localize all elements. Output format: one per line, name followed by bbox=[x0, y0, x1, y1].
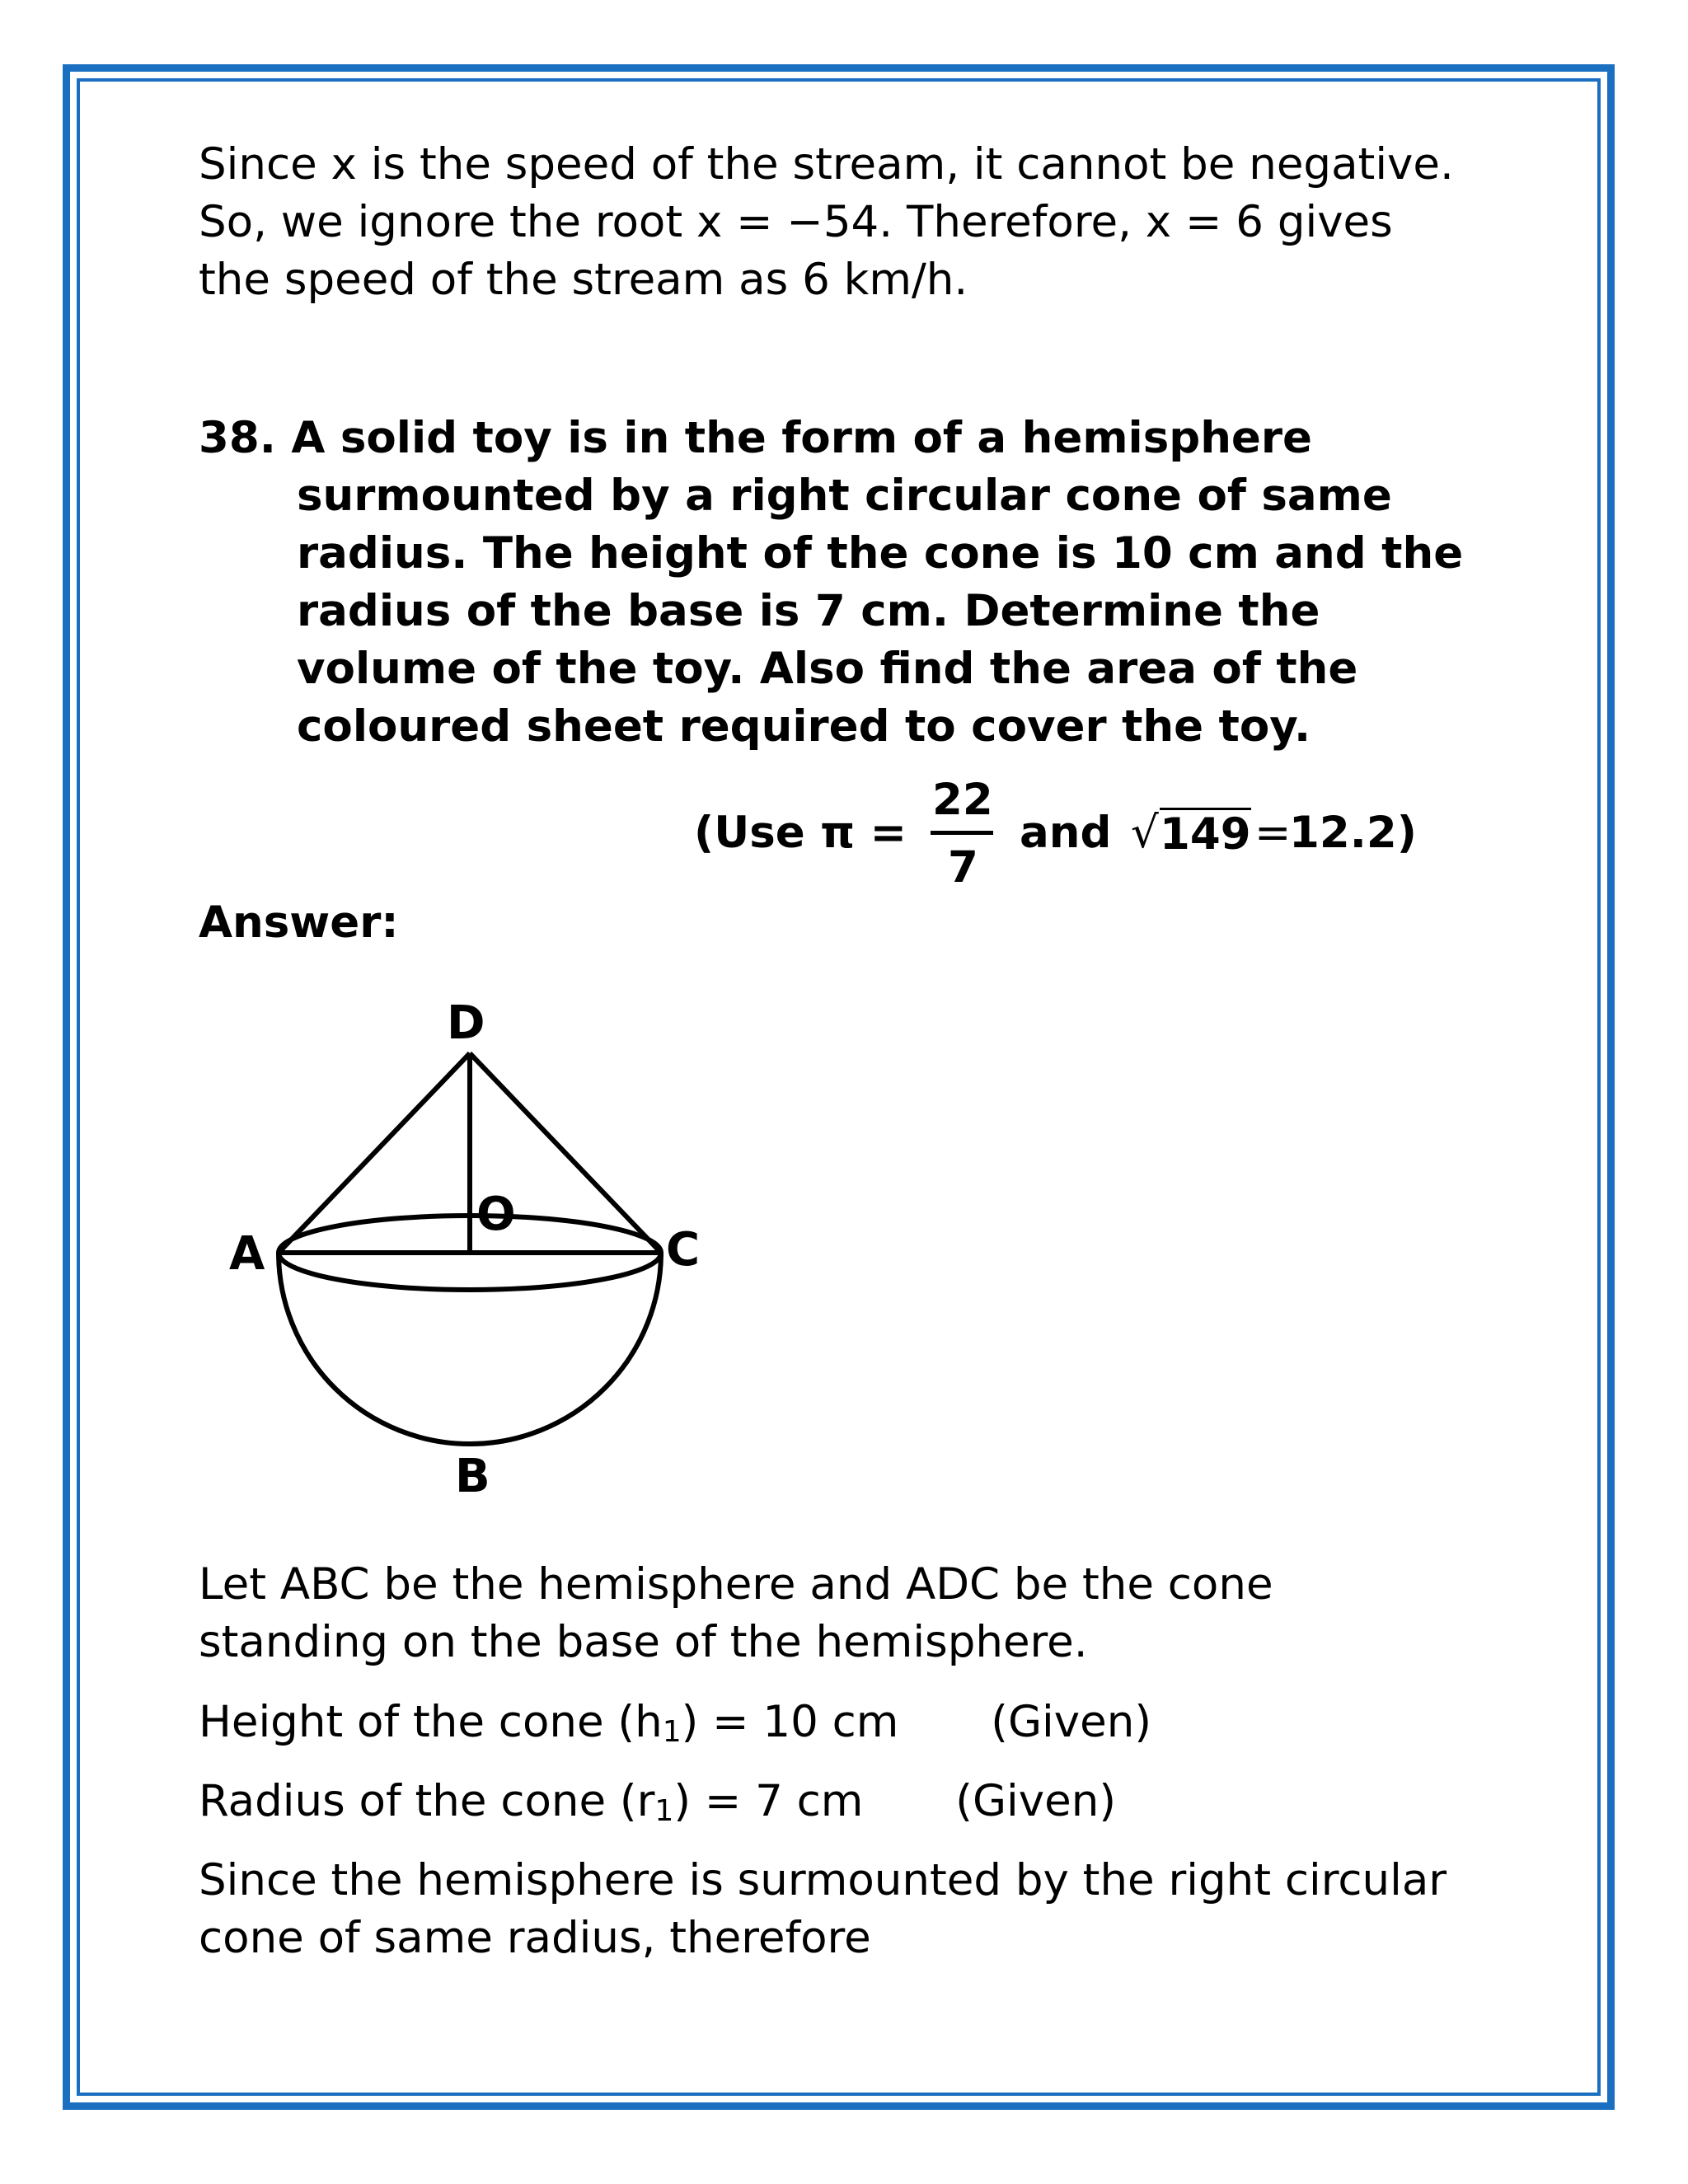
question-38 bbox=[199, 410, 1463, 756]
question-line-5: volume of the toy. Also find the area of the bbox=[297, 644, 1358, 694]
height-subscript: 1 bbox=[662, 1715, 682, 1749]
label-b: B bbox=[455, 1450, 490, 1503]
hemisphere-cone-diagram bbox=[214, 985, 742, 1512]
hint-and: and bbox=[1020, 808, 1112, 858]
question-line-2: surmounted by a right circular cone of same bbox=[297, 471, 1392, 521]
question-line-1: A solid toy is in the form of a hemisphere bbox=[291, 413, 1312, 463]
intro-line-1: Since x is the speed of the stream, it cannot be negative. bbox=[199, 139, 1454, 190]
hint-prefix: (Use π = bbox=[694, 808, 907, 858]
solution-line-2: standing on the base of the hemisphere. bbox=[199, 1617, 1088, 1667]
intro-line-2: So, we ignore the root x = −54. Therefore, x = 6 gives bbox=[199, 197, 1393, 247]
answer-label: Answer: bbox=[199, 898, 399, 948]
hint-equals: = bbox=[1254, 808, 1292, 858]
label-c: C bbox=[666, 1223, 701, 1277]
intro-line-3: the speed of the stream as 6 km/h. bbox=[199, 255, 968, 305]
height-value: ) = 10 cm bbox=[681, 1697, 899, 1747]
radius-line bbox=[199, 1773, 1116, 1840]
solution-line-6: cone of same radius, therefore bbox=[199, 1913, 871, 1963]
height-text: Height of the cone (h bbox=[199, 1697, 663, 1747]
radius-text: Radius of the cone (r bbox=[199, 1776, 655, 1826]
sqrt-icon: √ bbox=[1131, 808, 1159, 858]
question-number: 38. bbox=[199, 413, 276, 463]
height-given: (Given) bbox=[991, 1697, 1152, 1747]
fraction-bar bbox=[931, 831, 993, 835]
question-line-3: radius. The height of the cone is 10 cm and the bbox=[297, 528, 1464, 579]
question-line-6: coloured sheet required to cover the toy. bbox=[297, 701, 1311, 752]
radius-subscript: 1 bbox=[654, 1794, 674, 1828]
label-d: D bbox=[447, 996, 485, 1050]
height-line bbox=[199, 1694, 1151, 1761]
hint-radicand: 149 bbox=[1160, 809, 1251, 860]
solution-line-1: Let ABC be the hemisphere and ADC be the cone bbox=[199, 1559, 1273, 1610]
label-o: O bbox=[476, 1188, 516, 1241]
hint-numerator: 22 bbox=[932, 775, 993, 825]
radius-given: (Given) bbox=[955, 1776, 1117, 1826]
label-a: A bbox=[229, 1227, 265, 1281]
hint-denominator: 7 bbox=[948, 842, 978, 893]
solution-line-5: Since the hemisphere is surmounted by the right circular bbox=[199, 1855, 1447, 1905]
radius-value: ) = 7 cm bbox=[673, 1776, 864, 1826]
hint-value: 12.2) bbox=[1289, 808, 1417, 858]
question-line-4: radius of the base is 7 cm. Determine the bbox=[297, 586, 1320, 636]
